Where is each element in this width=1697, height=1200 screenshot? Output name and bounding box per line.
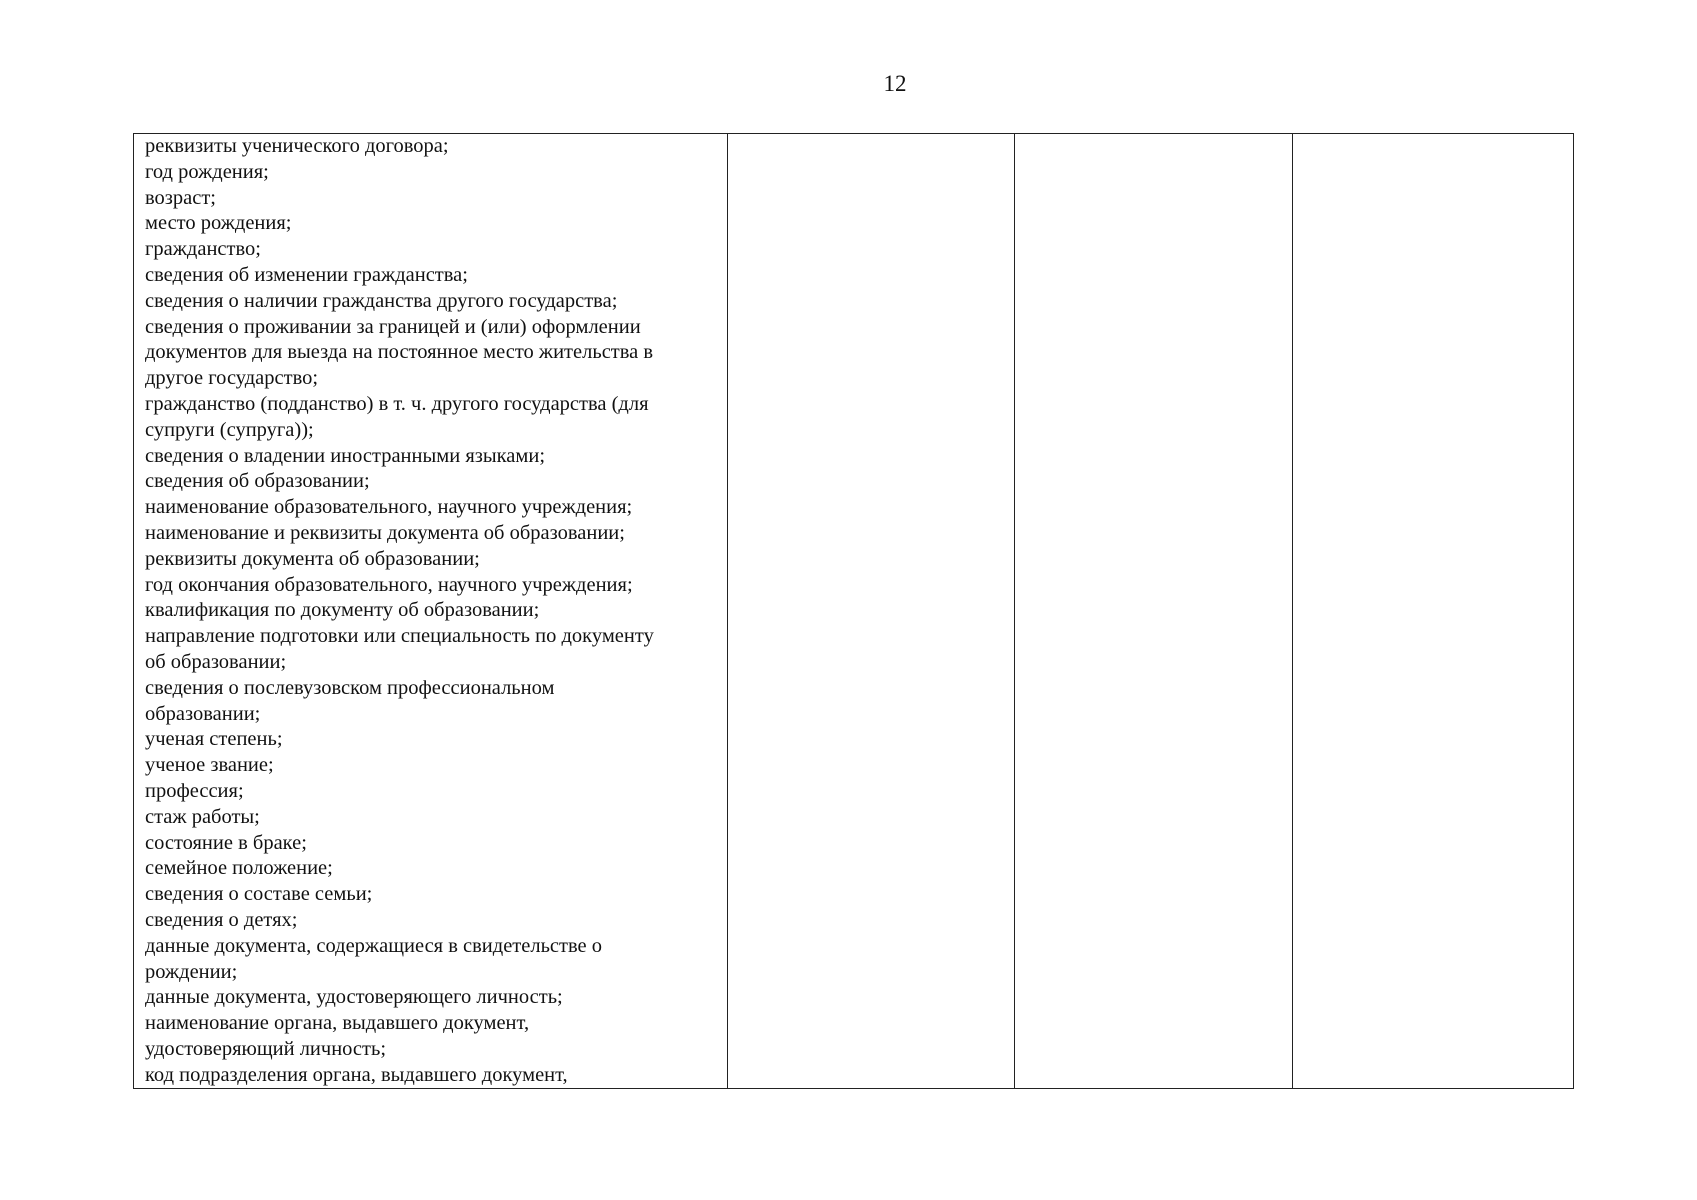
list-item: профессия;	[145, 779, 244, 802]
list-item: реквизиты ученического договора;	[145, 135, 449, 157]
list-item: стаж работы;	[145, 805, 260, 828]
page-number: 12	[883, 71, 907, 96]
list-item: сведения о проживании за границей и (или) оформлении	[145, 315, 641, 338]
list-item: гражданство (подданство) в т. ч. другого государства (для	[145, 392, 649, 415]
list-item: сведения об образовании;	[145, 470, 370, 493]
list-item: год окончания образовательного, научного учреждения;	[145, 573, 633, 596]
list-item: семейное положение;	[145, 857, 333, 880]
list-item: сведения о наличии гражданства другого государства;	[145, 289, 618, 312]
list-item: направление подготовки или специальность по документу	[145, 625, 654, 648]
table-row	[134, 134, 1574, 1089]
list-item: год рождения;	[145, 160, 269, 183]
list-item: удостоверяющий личность;	[145, 1037, 387, 1060]
list-item: сведения об изменении гражданства;	[145, 263, 468, 286]
table-cell-column-2	[728, 134, 1015, 1089]
list-item: данные документа, удостоверяющего личность;	[145, 986, 563, 1009]
list-item: ученая степень;	[145, 728, 283, 751]
list-item: состояние в браке;	[145, 831, 307, 854]
table-cell-column-4	[1293, 134, 1574, 1089]
list-item: наименование органа, выдавшего документ,	[145, 1012, 530, 1035]
list-item: супруги (супруга));	[145, 418, 314, 441]
list-item: образовании;	[145, 702, 261, 725]
list-item: об образовании;	[145, 650, 287, 673]
list-item: сведения о детях;	[145, 908, 298, 931]
table-cell-data-categories	[134, 134, 728, 1089]
list-item: наименование образовательного, научного учреждения;	[145, 496, 633, 519]
list-item: документов для выезда на постоянное место жительства в	[145, 341, 654, 364]
list-item: место рождения;	[145, 212, 292, 235]
list-item: сведения о составе семьи;	[145, 883, 373, 906]
list-item: реквизиты документа об образовании;	[145, 547, 480, 570]
list-item: квалификация по документу об образовании;	[145, 599, 540, 622]
list-item: гражданство;	[145, 238, 261, 261]
list-item: сведения о послевузовском профессиональном	[145, 676, 555, 699]
table-cell-column-3	[1015, 134, 1293, 1089]
list-item: ученое звание;	[145, 754, 274, 777]
list-item: возраст;	[145, 186, 216, 209]
list-item: сведения о владении иностранными языками;	[145, 444, 546, 467]
list-item: данные документа, содержащиеся в свидетельстве о	[145, 934, 603, 957]
personal-data-table	[133, 133, 1574, 1089]
list-item: другое государство;	[145, 367, 319, 390]
list-item: наименование и реквизиты документа об образовании;	[145, 521, 625, 544]
list-item: рождении;	[145, 960, 238, 983]
list-item: код подразделения органа, выдавшего документ,	[145, 1063, 568, 1086]
data-category-list	[134, 134, 727, 1088]
